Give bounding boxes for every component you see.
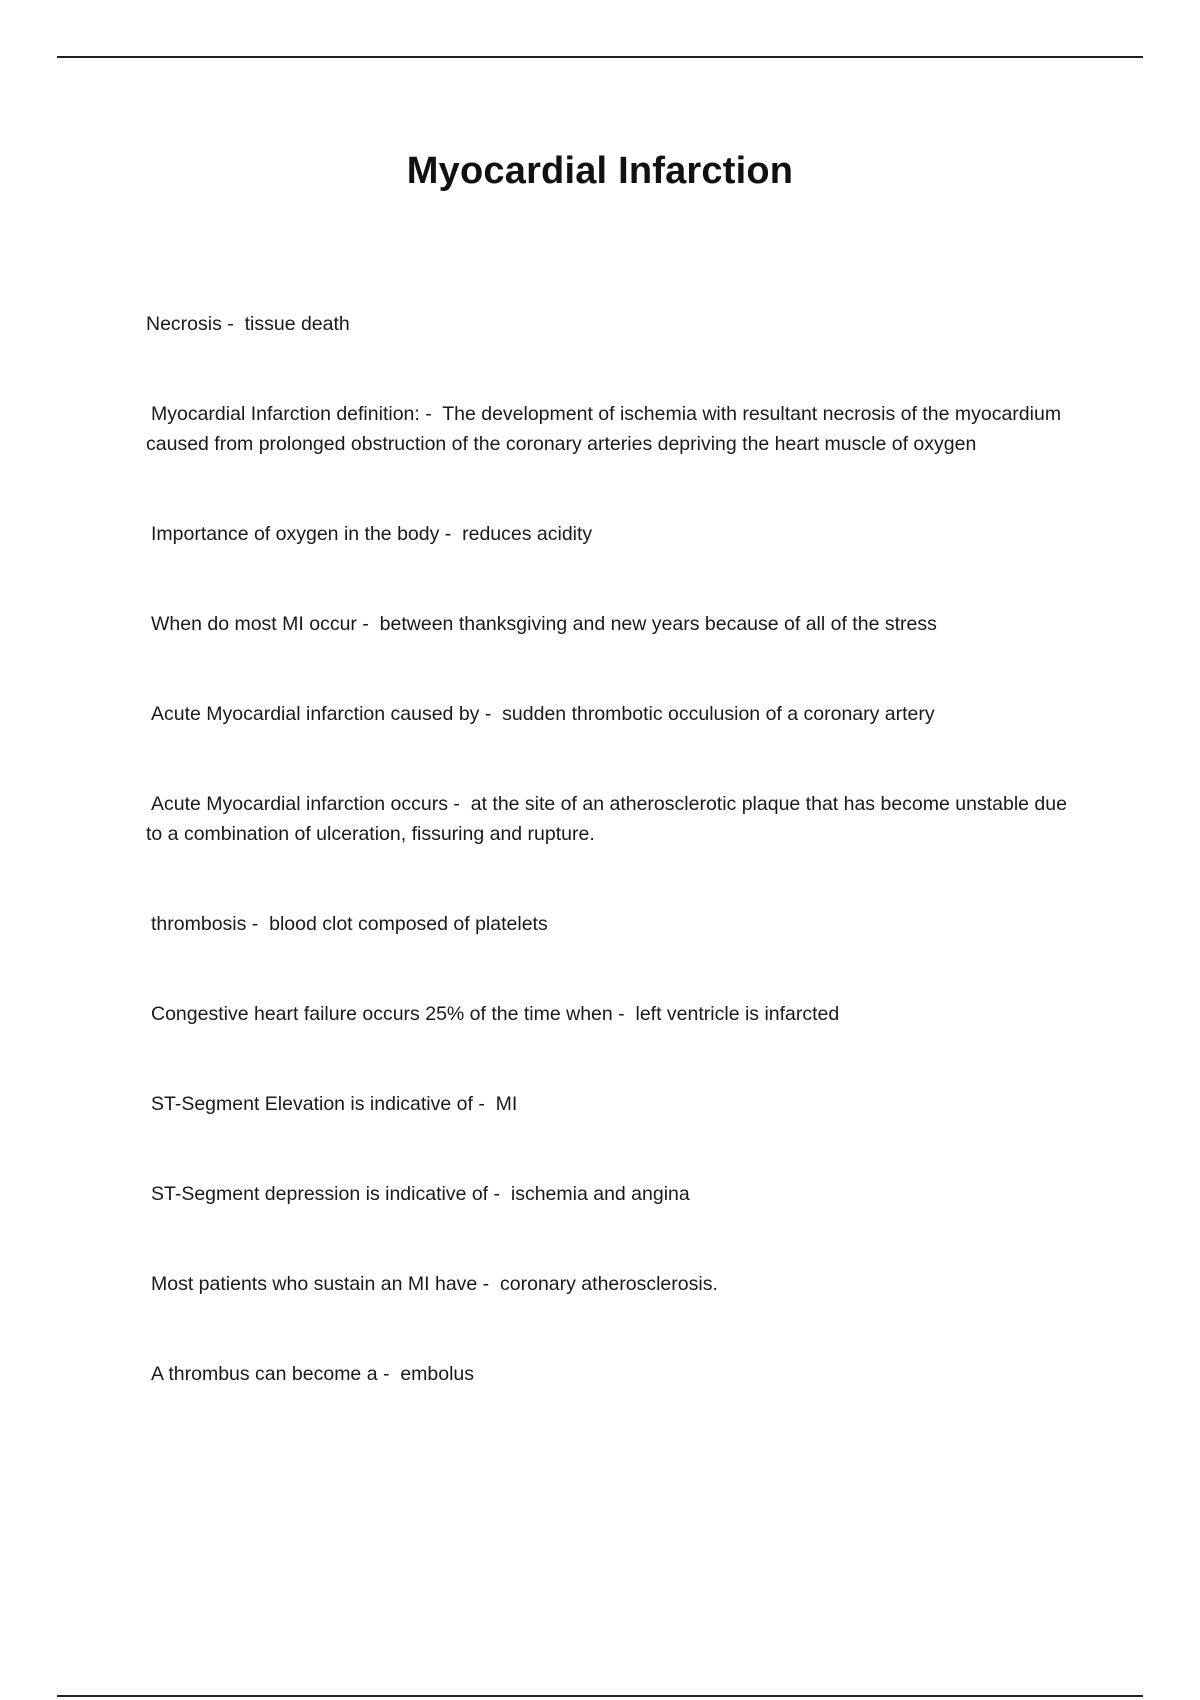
page-title: Myocardial Infarction <box>406 150 794 192</box>
flashcard-entry <box>146 399 1086 459</box>
entry-term: ST-Segment depression is indicative of - <box>151 1183 501 1205</box>
entry-term: When do most MI occur - <box>151 613 369 635</box>
entry-term: ST-Segment Elevation is indicative of - <box>151 1093 485 1115</box>
entry-definition: coronary atherosclerosis. <box>500 1273 718 1295</box>
entry-term: Myocardial Infarction definition: - <box>151 403 432 425</box>
flashcard-entry <box>146 909 1086 939</box>
entry-definition: ischemia and angina <box>510 1183 690 1205</box>
entry-definition: at the site of an atherosclerotic plaque that has become unstable due to a combination of ulceration, fissuring and rupture. <box>146 793 1067 845</box>
entry-definition: left ventricle is infarcted <box>635 1003 840 1025</box>
entry-term: Acute Myocardial infarction caused by - <box>151 703 492 725</box>
entry-term: thrombosis - <box>151 913 259 935</box>
entry-term: Acute Myocardial infarction occurs - <box>151 793 460 815</box>
flashcard-entry <box>146 1269 1086 1299</box>
flashcard-entry <box>146 699 1086 729</box>
flashcard-entry <box>146 519 1086 549</box>
entry-term: Necrosis - <box>146 313 234 335</box>
footer-rule <box>57 1695 1143 1697</box>
flashcard-entry <box>146 1179 1086 1209</box>
entry-definition: sudden thrombotic occulusion of a coronary artery <box>502 703 935 725</box>
flashcard-entry <box>146 999 1086 1029</box>
entry-definition: embolus <box>400 1363 475 1385</box>
entry-definition: blood clot composed of platelets <box>269 913 548 935</box>
entry-term: A thrombus can become a - <box>151 1363 390 1385</box>
entry-definition: reduces acidity <box>462 523 593 545</box>
flashcard-entry <box>146 1359 1086 1389</box>
entry-definition: MI <box>495 1093 518 1115</box>
flashcard-entry <box>146 609 1086 639</box>
entry-term: Congestive heart failure occurs 25% of the time when - <box>151 1003 625 1025</box>
flashcard-entry <box>146 789 1086 849</box>
flashcard-entry <box>146 309 1086 339</box>
flashcard-entry <box>146 1089 1086 1119</box>
entry-term: Most patients who sustain an MI have - <box>151 1273 490 1295</box>
flashcard-list <box>146 309 1086 1449</box>
entry-definition: between thanksgiving and new years because of all of the stress <box>379 613 937 635</box>
entry-definition: The development of ischemia with resultant necrosis of the myocardium caused from prolonged obstruction of the coronary arteries depriving the heart muscle of oxygen <box>146 403 1062 455</box>
entry-definition: tissue death <box>244 313 350 335</box>
entry-term: Importance of oxygen in the body - <box>151 523 452 545</box>
header-rule <box>57 56 1143 58</box>
